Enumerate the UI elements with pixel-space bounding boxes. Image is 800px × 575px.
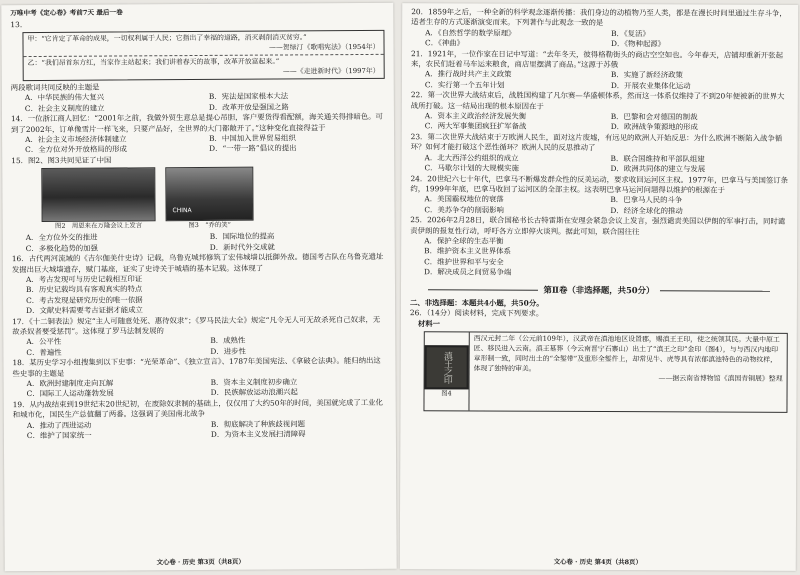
option-d[interactable]: D．为资本主义发展扫清障碍 bbox=[210, 429, 306, 439]
material-box bbox=[423, 331, 787, 413]
option-c[interactable]: C．全方位对外开放格局的形成 bbox=[25, 144, 127, 155]
figure-4 bbox=[424, 332, 469, 410]
option-b[interactable]: B．联合国维持和平部队组建 bbox=[610, 153, 705, 164]
option-c[interactable]: C．维护了国家统一 bbox=[26, 430, 92, 441]
question-26: 26．（14分）阅读材料，完成下列要求。 bbox=[409, 308, 544, 319]
lyric-yi-source: ——《走进新时代》（1997年） bbox=[282, 66, 380, 76]
option-d[interactable]: D．进步性 bbox=[210, 346, 246, 356]
question-text: 25．2026年2月28日，联合国秘书长古特雷斯在安理会紧急会议上发言，强烈谴责美国以伊朗的军事打击，同时谴责伊朗的报复性行动，呼吁各方立即停火谈判。据此可知，联合国往往 bbox=[410, 215, 786, 236]
seal-image: 滇王之印 bbox=[425, 345, 469, 389]
option-b[interactable]: B．维护资本主义世界体系 bbox=[424, 246, 511, 256]
question-20 bbox=[411, 7, 789, 50]
option-d[interactable]: D．开展农业集体化运动 bbox=[610, 80, 691, 91]
option-d[interactable]: D．经济全球化的推动 bbox=[610, 205, 683, 216]
option-c[interactable]: C．两大军事集团疯狂扩军备战 bbox=[424, 121, 527, 132]
option-d[interactable]: D．改革开放是强国之路 bbox=[208, 102, 289, 112]
option-d[interactable]: D．民族解放运动浪潮兴起 bbox=[210, 387, 298, 398]
material-label: 材料一 bbox=[417, 318, 441, 329]
option-b[interactable]: B．彻底解决了种族歧视问题 bbox=[210, 418, 305, 429]
option-c[interactable]: C．考古发现是研究历史的唯一依据 bbox=[26, 295, 143, 305]
question-text: 15．图2、图3共同见证了中国 bbox=[11, 155, 112, 166]
option-c[interactable]: C．社会主义制度的建立 bbox=[24, 103, 105, 113]
option-c[interactable]: C．实行第一个五年计划 bbox=[424, 80, 505, 90]
question-21 bbox=[411, 49, 789, 92]
page-left bbox=[1, 3, 396, 571]
option-c[interactable]: C．《神曲》 bbox=[425, 38, 465, 48]
option-a[interactable]: A．推行战时共产主义政策 bbox=[424, 69, 512, 80]
material-text: 西汉元封二年（公元前109年），汉武帝在滇池地区设置郡，赐滇王王印，使之统领其民。大量中原工匠、移民进入云南。滇王墓葬（今云南晋宁石寨山）出土了“滇王之印”金印（图4），与与西汉内地印章形制一致，同时出土的“全錾带”及重形全錾件上，却常见牛、虎等具有浓郁滇池特色的动物纹样，体现了独特的审美。 bbox=[473, 334, 780, 373]
question-text: 18．某历史学习小组搜集到以下史事：“光荣革命”、《独立宣言》、1787年美国宪法、《拿破仑法典》。能归纳出这些史事的主题是 bbox=[12, 356, 381, 378]
option-d[interactable]: D．《物种起源》 bbox=[611, 39, 666, 49]
question-text: 23．第二次世界大战结束于万欧洲人民生，面对这片废墟，有远见的欧洲人开始反思：为什么欧洲不断陷入战争循环？如何才能打破这个恶性循环？欧洲人民的反思推动了 bbox=[410, 132, 783, 153]
lyric-jia-source: ——贺绿汀《歌唱宪法》（1954年） bbox=[268, 42, 380, 52]
material-text-block bbox=[469, 333, 786, 412]
lyric-jia: 甲：“它肯定了革命的成果，一切权利属于人民；它指出了幸福的道路，消灭剥削消灭贫穷。” bbox=[27, 33, 307, 44]
question-15 bbox=[11, 154, 386, 255]
question-13 bbox=[10, 18, 385, 115]
question-16 bbox=[12, 252, 386, 317]
figure-3-caption: 图3 “乔的笑” bbox=[188, 221, 231, 230]
option-b[interactable]: B．巴黎和会对德国的制裁 bbox=[610, 112, 698, 122]
question-17 bbox=[12, 314, 386, 358]
question-text: 19．从内战结束到19世纪末20世纪初，在废除奴隶制的基础上，仅仅用了大约50年的时间，美国就完成了工业化和城市化，国民生产总值翻了两番。这强调了美国南北战争 bbox=[12, 397, 383, 420]
question-prompt: 两段歌词共同反映的主题是 bbox=[10, 82, 100, 93]
option-b[interactable]: B．成熟性 bbox=[210, 336, 246, 346]
option-a[interactable]: A．资本主义政治经济发展失衡 bbox=[424, 111, 527, 121]
figure-3 bbox=[165, 167, 253, 231]
question-23 bbox=[410, 132, 788, 175]
page-header: 万唯中考《定心卷》考前7天 最后一卷 bbox=[10, 8, 123, 18]
figure-2 bbox=[41, 168, 155, 232]
option-b[interactable]: B．资本主义制度初步确立 bbox=[210, 377, 298, 387]
option-c[interactable]: C．美苏争夺的削弱影响 bbox=[424, 204, 504, 215]
option-b[interactable]: B．巴拿马人民的斗争 bbox=[610, 195, 683, 205]
question-22 bbox=[411, 90, 789, 133]
photo-qiao-smile bbox=[165, 167, 253, 222]
question-14 bbox=[11, 112, 385, 156]
material-source: ——据云南省博物馆《滇国青铜展》整理 bbox=[658, 374, 783, 384]
option-c[interactable]: C．国际工人运动蓬勃发展 bbox=[26, 388, 114, 399]
question-text: 21．1921年，一位作家在日记中写道：“去年冬天，彼得格勒街头的商店空空如也。今年春天，店铺却重新开张起来，农民们赶着马车运来粮食，商店里摆满了商品。”这源于苏俄 bbox=[410, 48, 784, 70]
question-text: 16．古代两河流域的《吉尔伽美什史诗》记载，乌鲁克城邦修筑了宏伟城墙以抵御外敌。德国考古队在乌鲁克遗址发掘出巨大城墙遗存，赋门基座，证实了史诗关于城墙的基本记载。这体现了 bbox=[11, 251, 384, 274]
option-b[interactable]: B．宪法是国家根本大法 bbox=[208, 91, 289, 102]
option-a[interactable]: A．保护全球的生态平衡 bbox=[424, 236, 504, 246]
option-a[interactable]: A．《自然哲学的数学原理》 bbox=[425, 28, 516, 38]
figure-2-caption: 图2 周恩来在万隆会议上发言 bbox=[55, 221, 143, 231]
lyrics-box bbox=[22, 30, 384, 81]
option-d[interactable]: D．欧洲共同体的建立与发展 bbox=[610, 164, 706, 174]
question-number: 13. bbox=[10, 20, 23, 30]
question-text: 17．《十二铜表法》规定“主人可随意处死、惠待奴隶”；《罗马民法大全》规定“凡令无人可无故杀死自己奴隶，无故杀奴者要受惩罚”。这体现了罗马法制发展的 bbox=[12, 314, 381, 337]
option-a[interactable]: A．考古发现可与历史记载相互印证 bbox=[25, 274, 143, 284]
option-a[interactable]: A．欧洲封建制度走向瓦解 bbox=[26, 378, 114, 389]
photo-zhou-enlai bbox=[41, 168, 155, 223]
option-b[interactable]: B．《复活》 bbox=[611, 28, 650, 39]
option-b[interactable]: B．国际地位的提高 bbox=[209, 231, 275, 242]
option-c[interactable]: C．维护世界和平与安全 bbox=[424, 256, 504, 267]
question-text: 14．一位浙江商人回忆：“2001年之前，我做外贸生意总是提心吊胆，客户要货得看配额，海关通关得排暗色。可到了2002年，订单像雪片一样飞来，只要产品好，全世界的大门都敞开了。”这种变化直接得益于 bbox=[10, 112, 383, 134]
china-sign: CHINA bbox=[172, 206, 192, 215]
option-a[interactable]: A．公平性 bbox=[26, 337, 62, 347]
option-d[interactable]: D．文献史料需要考古证据才能成立 bbox=[26, 305, 143, 316]
option-a[interactable]: A．北大西洋公约组织的成立 bbox=[424, 152, 519, 163]
option-a[interactable]: A．推动了西进运动 bbox=[26, 420, 92, 430]
option-a[interactable]: A．美国霸权地位的衰落 bbox=[424, 194, 504, 204]
figure-4-caption: 图4 bbox=[441, 389, 452, 398]
option-b[interactable]: B．中国加入世界贸易组织 bbox=[209, 133, 296, 143]
option-c[interactable]: C．普遍性 bbox=[26, 347, 62, 357]
section-title: 第Ⅱ卷（非选择题，共50分） bbox=[543, 284, 655, 295]
option-d[interactable]: D．新时代外交成就 bbox=[209, 242, 275, 252]
option-a[interactable]: A．社会主义市场经济体制建立 bbox=[25, 134, 127, 145]
question-text: 22．第一次世界大战结束后，战胜国构建了凡尔赛—华盛顿体系，然而这一体系仅维持了不到20年便被新的世界大战所打破。这一结局出现的根本原因在于 bbox=[410, 90, 785, 111]
option-c[interactable]: C．马歇尔计划的大规模实施 bbox=[424, 163, 519, 173]
page-footer: 文心卷 · 历史 第3页（共8页） bbox=[156, 557, 245, 567]
lyric-yi: 乙：“我们昂首东方红，当家作主站起来；我们讲着春天的故事，改革开放富起来。” bbox=[27, 57, 280, 68]
option-c[interactable]: C．多极化趋势的加强 bbox=[25, 243, 98, 253]
question-25 bbox=[410, 215, 788, 279]
option-b[interactable]: B．实施了新经济政策 bbox=[610, 70, 683, 80]
option-a[interactable]: A．中华民族的伟大复兴 bbox=[24, 93, 105, 103]
page-right bbox=[400, 3, 798, 571]
question-text: 24．20世纪六七十年代，巴拿马不断爆发群众性的反美运动，要求收回运河区主权。1977年，巴拿马与美国签订条约，1999年年底，巴拿马收回了运河区的全部主权。这表明巴拿马运河问题得以维护的根源在于 bbox=[410, 173, 789, 195]
option-d[interactable]: D．欧洲战争策源地的形成 bbox=[610, 122, 698, 132]
option-b[interactable]: B．历史记载均具有客观真实的特点 bbox=[25, 284, 143, 295]
option-a[interactable]: A．全方位外交的推进 bbox=[25, 232, 98, 243]
question-18 bbox=[12, 356, 386, 400]
page-footer: 文心卷 · 历史 第4页（共8页） bbox=[553, 557, 642, 567]
question-text: 20．1859年之后，一种全新的科学观念逐渐传播：我们身边的动植物乃至人类，都是在漫长时间里通过生存斗争，适者生存的方式逐渐演变而来。下列著作与此观念一致的是 bbox=[411, 7, 787, 28]
option-d[interactable]: D．解决成员之间贸易争端 bbox=[424, 267, 512, 277]
part-two-instructions: 二、非选择题：本题共4小题，共50分。 bbox=[409, 298, 544, 308]
question-19 bbox=[13, 398, 387, 442]
section-heading bbox=[410, 284, 788, 296]
option-d[interactable]: D．“一带一路”倡议的提出 bbox=[209, 143, 297, 154]
question-24 bbox=[410, 174, 788, 217]
